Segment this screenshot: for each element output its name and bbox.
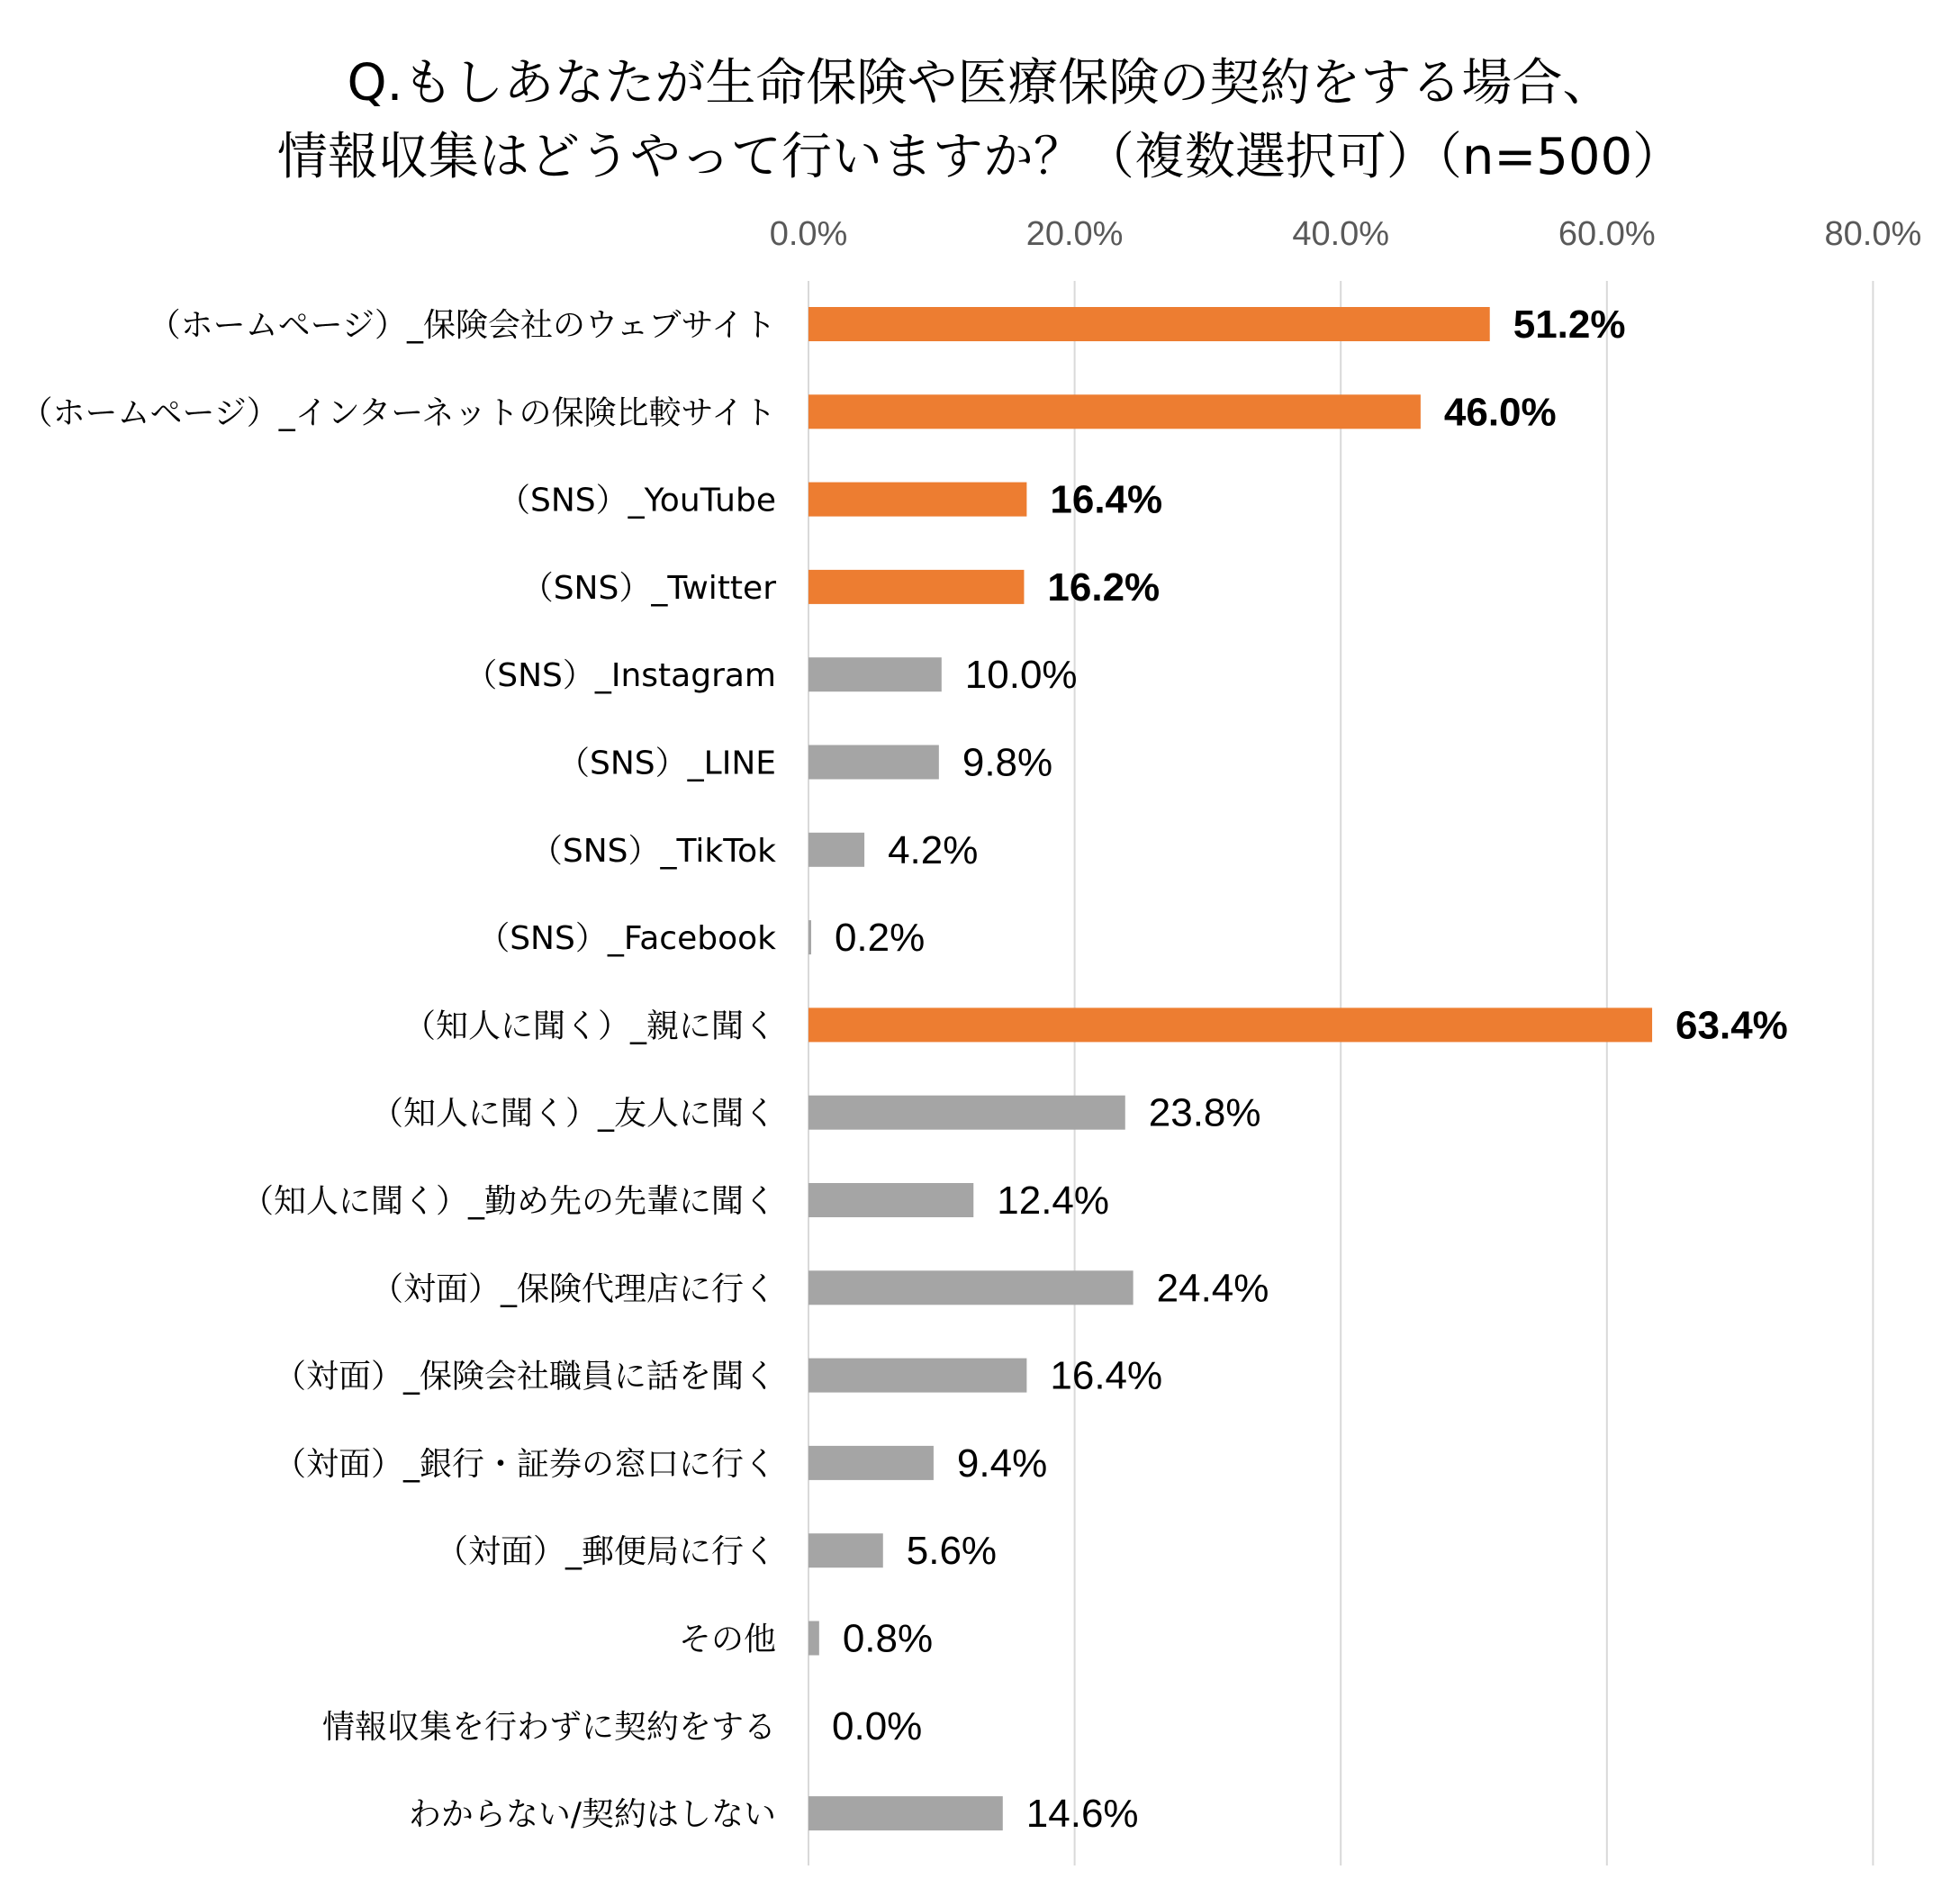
category-label: わからない/契約はしない — [408, 1796, 776, 1834]
value-label: 9.8% — [962, 740, 1053, 785]
x-tick-label: 60.0% — [1558, 215, 1656, 253]
category-label: （ホームページ）_保険会社のウェブサイト — [148, 307, 776, 344]
bar — [808, 1007, 1652, 1042]
bar — [808, 1621, 819, 1656]
bar — [808, 1096, 1125, 1130]
value-label: 51.2% — [1513, 303, 1626, 347]
value-label: 10.0% — [964, 653, 1078, 698]
value-label: 12.4% — [997, 1179, 1110, 1223]
value-label: 16.4% — [1050, 477, 1163, 522]
category-label: （SNS）_LINE — [557, 745, 776, 782]
value-label: 46.0% — [1443, 390, 1557, 435]
x-tick-label: 0.0% — [769, 215, 848, 253]
chart-title-line-1: Q.もしあなたが生命保険や医療保険の契約をする場合、 — [347, 54, 1613, 113]
value-label: 0.0% — [832, 1703, 923, 1748]
category-label: （対面）_銀行・証券の窓口に行く — [273, 1445, 776, 1483]
bar — [808, 1359, 1026, 1393]
category-label: （SNS）_Twitter — [520, 569, 776, 607]
bar — [808, 1183, 973, 1217]
bar — [808, 657, 942, 691]
bar — [808, 570, 1024, 604]
value-label: 24.4% — [1156, 1266, 1269, 1311]
value-label: 5.6% — [906, 1529, 998, 1574]
value-label: 16.4% — [1050, 1353, 1163, 1398]
bar — [808, 745, 939, 780]
bar — [808, 483, 1026, 517]
category-label: （SNS）_TikTok — [529, 832, 776, 870]
x-tick-label: 20.0% — [1025, 215, 1124, 253]
value-label: 9.4% — [956, 1441, 1048, 1486]
value-label: 16.2% — [1047, 565, 1161, 610]
bar — [808, 307, 1490, 341]
category-label: 情報収集を行わずに契約をする — [321, 1708, 776, 1746]
chart-title-line-2: 情報収集はどうやって行いますか？（複数選択可）（n=500） — [276, 128, 1684, 186]
bar — [808, 1533, 883, 1567]
value-label: 23.8% — [1148, 1090, 1261, 1135]
category-label: （SNS）_YouTube — [497, 482, 776, 519]
value-label: 63.4% — [1675, 1003, 1788, 1048]
value-label: 4.2% — [888, 827, 979, 872]
category-label: （SNS）_Instagram — [465, 657, 776, 695]
category-label: その他 — [678, 1621, 776, 1658]
bar — [808, 1270, 1134, 1305]
bar — [808, 1796, 1003, 1830]
x-tick-label: 40.0% — [1292, 215, 1390, 253]
category-label: （知人に聞く）_親に聞く — [402, 1007, 776, 1045]
bar — [808, 394, 1421, 429]
bar — [808, 1446, 934, 1480]
value-label: 0.8% — [842, 1616, 934, 1661]
category-label: （知人に聞く）_勤め先の先輩に聞く — [240, 1183, 776, 1220]
category-label: （対面）_郵便局に行く — [435, 1533, 776, 1571]
value-label: 0.2% — [834, 916, 926, 961]
category-label: （対面）_保険代理店に行く — [370, 1270, 776, 1308]
x-tick-label: 80.0% — [1824, 215, 1922, 253]
category-label: （対面）_保険会社職員に話を聞く — [273, 1358, 776, 1396]
category-label: （SNS）_Facebook — [477, 920, 776, 958]
bar — [808, 920, 811, 954]
value-label: 14.6% — [1025, 1792, 1139, 1837]
category-label: （知人に聞く）_友人に聞く — [370, 1095, 776, 1133]
category-label: （ホームページ）_インターネットの保険比較サイト — [20, 394, 776, 432]
bar — [808, 833, 864, 867]
